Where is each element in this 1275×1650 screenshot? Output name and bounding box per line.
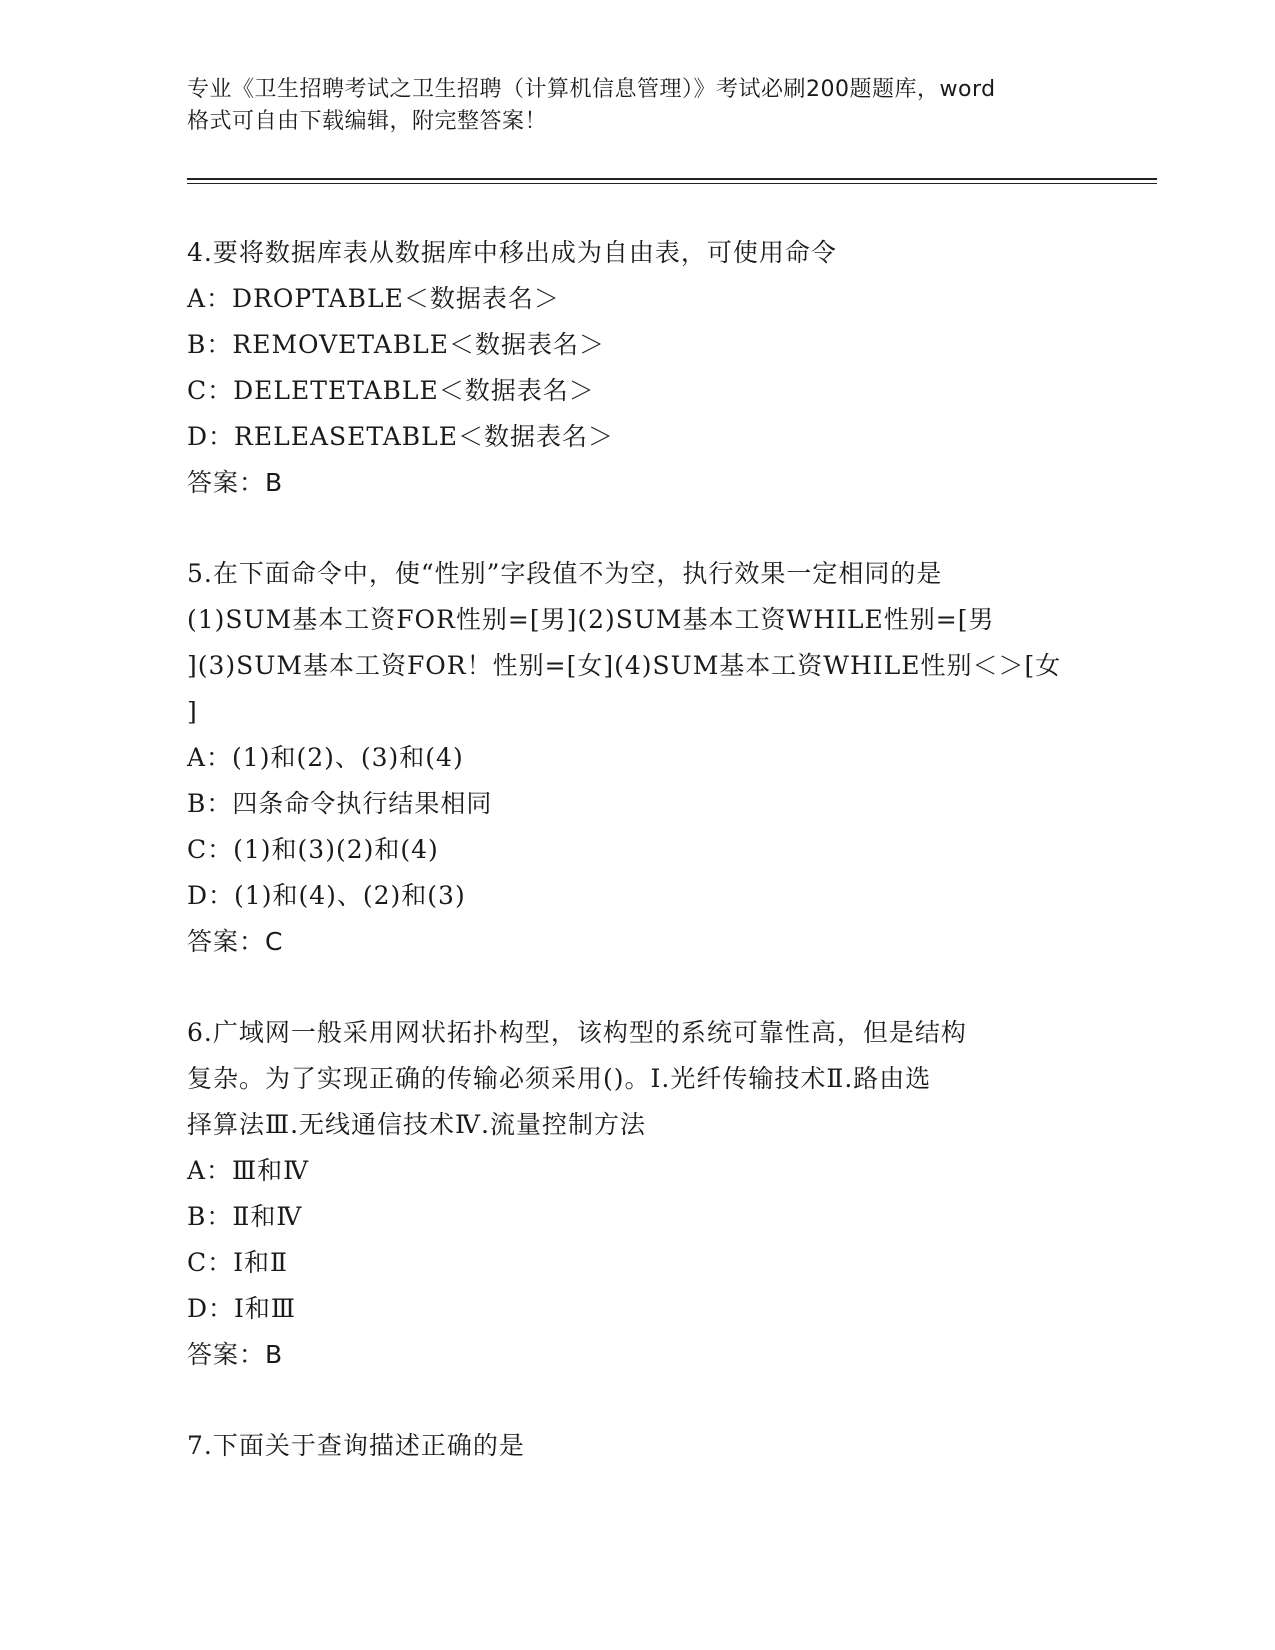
question-6-option-a: A：Ⅲ和Ⅳ (187, 1156, 310, 1185)
question-5-stem-line-3: ](3)SUM基本工资FOR！性别=[女](4)SUM基本工资WHILE性别＜＞[女 (187, 651, 1062, 680)
question-6-stem-line-2: 复杂。为了实现正确的传输必须采用()。Ⅰ.光纤传输技术Ⅱ.路由选 (187, 1064, 932, 1093)
header-title-line-2: 格式可自由下载编辑，附完整答案！ (187, 109, 548, 134)
question-list (187, 230, 1087, 1469)
question-4-stem: 4.要将数据库表从数据库中移出成为自由表，可使用命令 (187, 238, 837, 267)
spacer (187, 506, 1087, 551)
question-5-stem-line-4: ] (187, 697, 198, 726)
question-6-option-c: C：Ⅰ和Ⅱ (187, 1248, 288, 1277)
question-6-option-b: B：Ⅱ和Ⅳ (187, 1202, 303, 1231)
question-7-stem: 7.下面关于查询描述正确的是 (187, 1431, 525, 1460)
question-5-option-c: C：(1)和(3)(2)和(4) (187, 835, 439, 864)
question-6-stem-line-3: 择算法Ⅲ.无线通信技术Ⅳ.流量控制方法 (187, 1110, 646, 1139)
question-4-answer: 答案：B (187, 468, 284, 497)
question-5-stem-line-2: (1)SUM基本工资FOR性别=[男](2)SUM基本工资WHILE性别=[男 (187, 605, 995, 634)
question-4-option-b: B：REMOVETABLE＜数据表名＞ (187, 330, 605, 359)
header-rule-thin (187, 183, 1157, 184)
question-4-option-d: D：RELEASETABLE＜数据表名＞ (187, 422, 614, 451)
document-header (187, 74, 1087, 138)
question-4-option-a: A：DROPTABLE＜数据表名＞ (187, 284, 560, 313)
question-6-option-d: D：Ⅰ和Ⅲ (187, 1294, 297, 1323)
spacer (187, 965, 1087, 1010)
question-6-answer: 答案：B (187, 1340, 284, 1369)
header-title-line-1: 专业《卫生招聘考试之卫生招聘（计算机信息管理）》考试必刷200题题库，word (187, 77, 996, 102)
question-6-stem-line-1: 6.广域网一般采用网状拓扑构型，该构型的系统可靠性高，但是结构 (187, 1018, 967, 1047)
spacer (187, 1378, 1087, 1423)
question-4-option-c: C：DELETETABLE＜数据表名＞ (187, 376, 595, 405)
question-5-option-a: A：(1)和(2)、(3)和(4) (187, 743, 464, 772)
question-5-option-d: D：(1)和(4)、(2)和(3) (187, 881, 466, 910)
question-5-option-b: B：四条命令执行结果相同 (187, 789, 493, 818)
header-rule-thick (187, 178, 1157, 180)
question-5-stem-line-1: 5.在下面命令中，使“性别”字段值不为空，执行效果一定相同的是 (187, 559, 943, 588)
question-5-answer: 答案：C (187, 927, 284, 956)
